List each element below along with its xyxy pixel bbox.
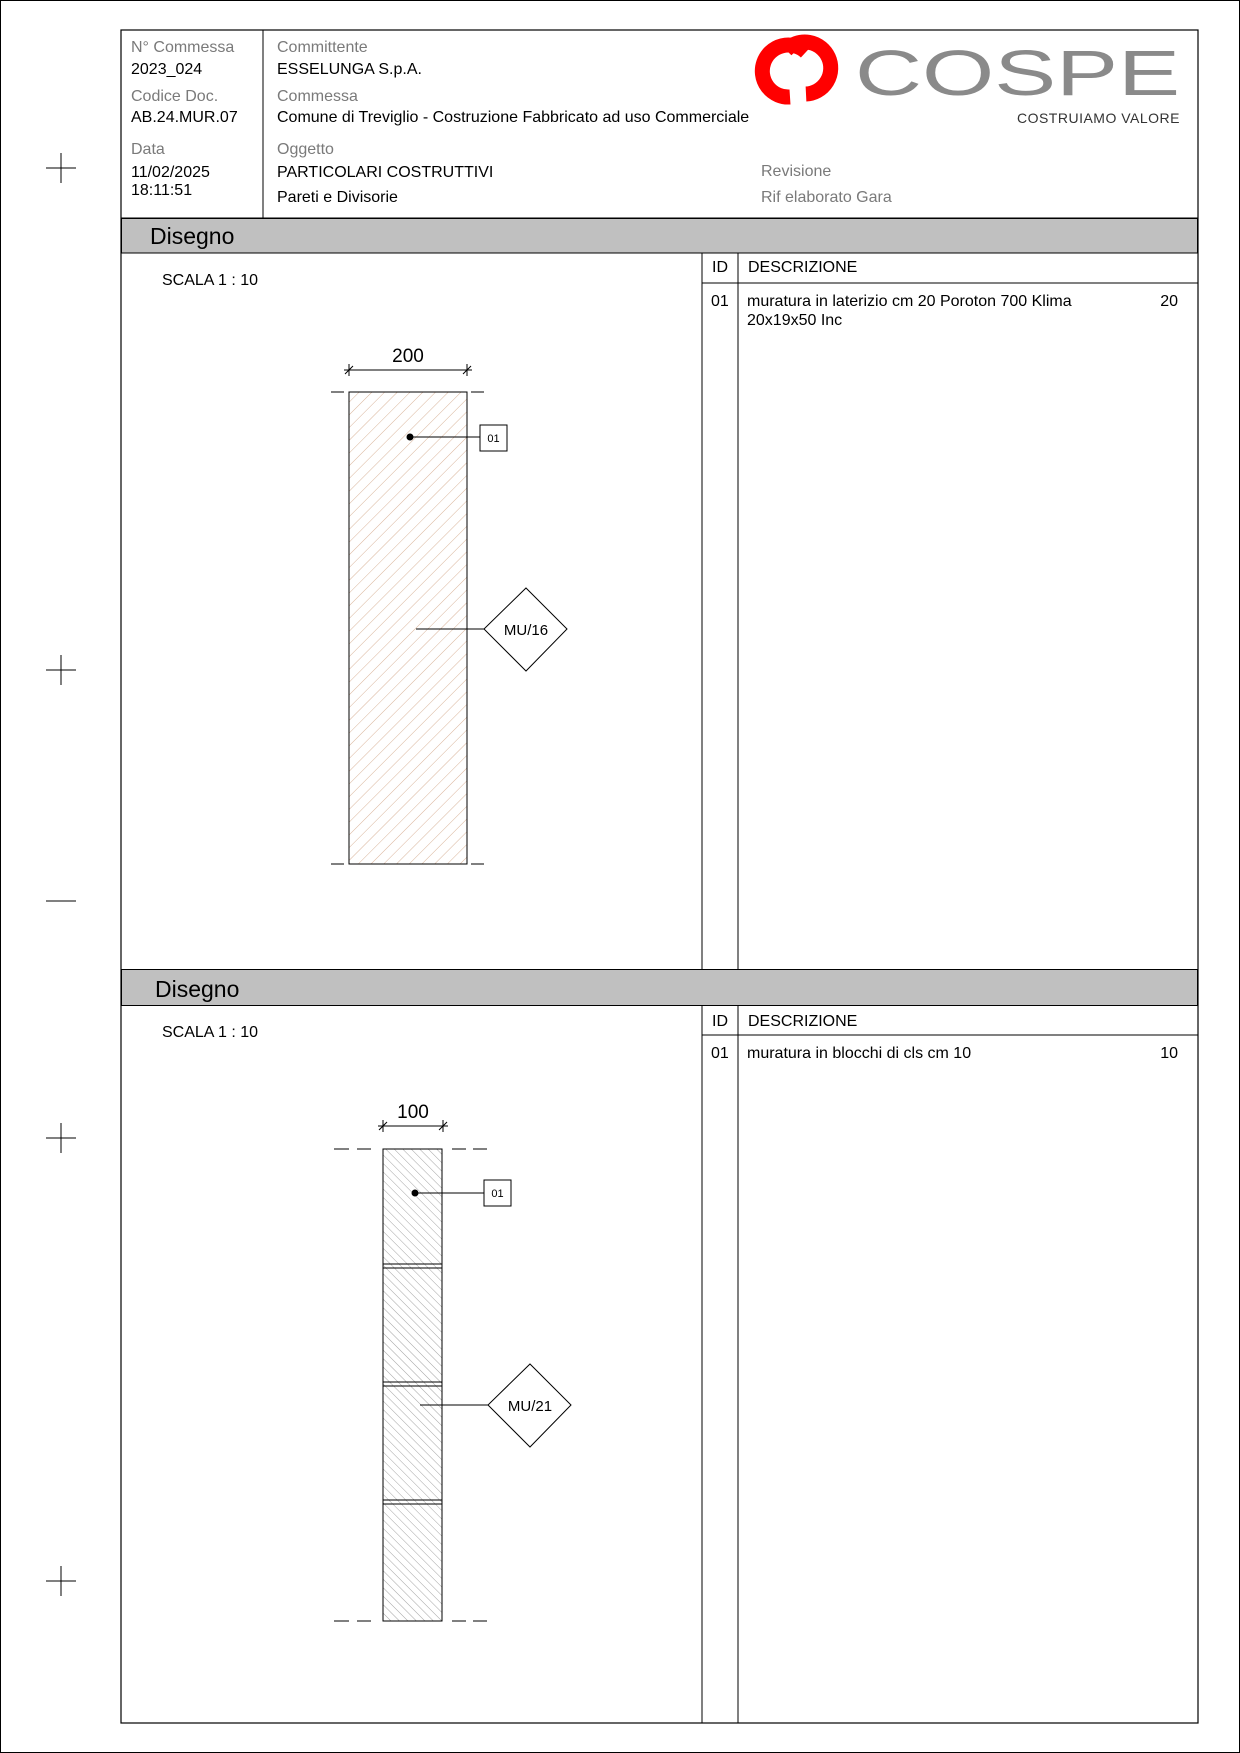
revisione-label: Revisione [761, 163, 832, 180]
data-label: Data [131, 141, 165, 158]
section-2-title: Disegno [155, 976, 240, 1002]
registration-mark-3 [46, 1123, 76, 1153]
outer-border [1, 1, 1240, 1753]
codice-doc-label: Codice Doc. [131, 88, 219, 105]
table-1-id-header: ID [712, 259, 728, 276]
table-1-row-id: 01 [711, 293, 729, 310]
section-bar-2 [122, 970, 1198, 1006]
mark-label-1: 01 [487, 433, 500, 445]
tag-label-1: MU/16 [503, 622, 549, 639]
registration-mark-4 [46, 1566, 76, 1596]
time-value: 18:11:51 [131, 182, 193, 199]
codice-doc: AB.24.MUR.07 [131, 109, 238, 126]
date-value: 11/02/2025 [131, 164, 210, 181]
section-bar-1 [122, 219, 1198, 254]
table-2-row-id: 01 [711, 1045, 729, 1062]
mark-label-2: 01 [491, 1188, 504, 1200]
inner-frame [121, 30, 1198, 1723]
commessa-value: Comune di Treviglio - Costruzione Fabbricato ad uso Commerciale [277, 109, 750, 126]
registration-mark-2 [46, 655, 76, 685]
logo-tagline: COSTRUIAMO VALORE [1016, 110, 1180, 126]
table-2-desc-header: DESCRIZIONE [748, 1013, 858, 1030]
commessa-number: 2023_024 [131, 61, 203, 78]
drawing-1 [331, 346, 567, 864]
oggetto-value: PARTICOLARI COSTRUTTIVI [277, 164, 494, 181]
commessa-label: Commessa [277, 88, 358, 105]
table-1-row-value: 20 [1160, 293, 1178, 310]
table-1-desc-header: DESCRIZIONE [748, 259, 858, 276]
section-1-title: Disegno [150, 223, 235, 249]
dimension-value-2: 100 [397, 1102, 429, 1123]
section-1-scale: SCALA 1 : 10 [162, 272, 259, 289]
oggetto-subtitle: Pareti e Divisorie [277, 189, 398, 206]
cospe-logo-symbol [762, 42, 830, 97]
brick-wall-section [349, 392, 467, 864]
block-wall-section [383, 1149, 442, 1621]
cospe-logo-text: COSPE [855, 37, 1180, 109]
dimension-value-1: 200 [392, 346, 424, 367]
committente-value: ESSELUNGA S.p.A. [277, 61, 422, 78]
committente-label: Committente [277, 39, 368, 56]
table-1-row-description: muratura in laterizio cm 20 Poroton 700 Klima 20x19x50 Inc [747, 293, 1072, 329]
rif-elaborato-label: Rif elaborato Gara [761, 189, 892, 206]
table-2-id-header: ID [712, 1013, 728, 1030]
table-2-row-description: muratura in blocchi di cls cm 10 [747, 1045, 972, 1062]
commessa-number-label: N° Commessa [131, 39, 235, 56]
oggetto-label: Oggetto [277, 141, 334, 158]
registration-mark-1 [46, 153, 76, 183]
table-2-row-value: 10 [1160, 1045, 1178, 1062]
drawing-2 [334, 1102, 571, 1621]
tag-label-2: MU/21 [507, 1398, 553, 1415]
section-2-scale: SCALA 1 : 10 [162, 1024, 259, 1041]
